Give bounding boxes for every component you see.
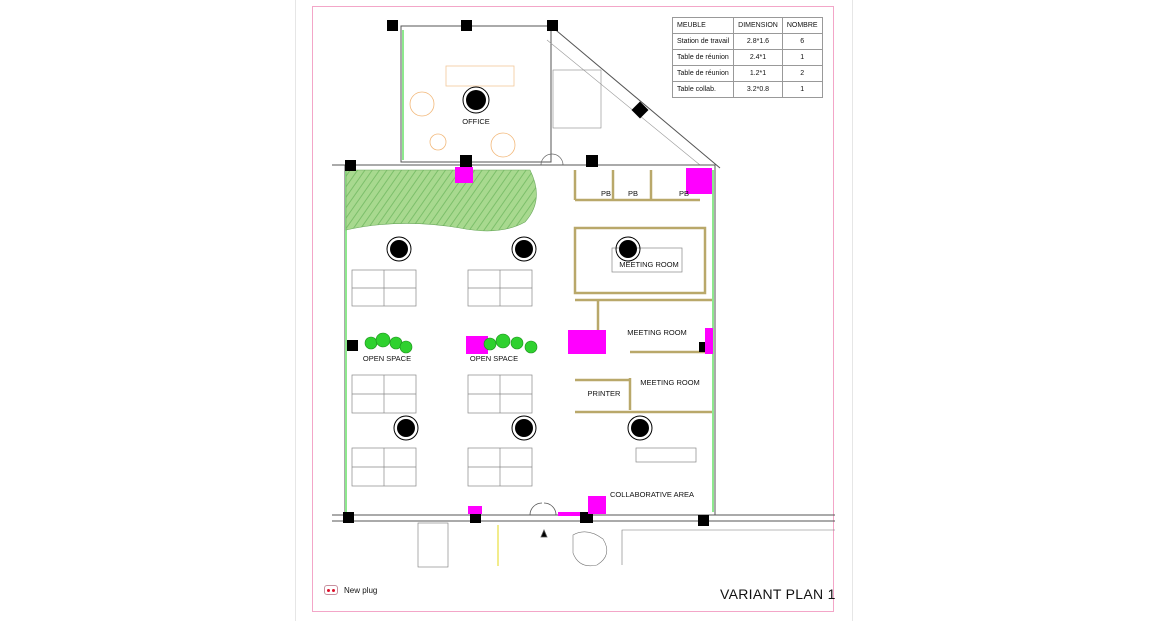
table-header-meuble: MEUBLE: [673, 18, 734, 34]
room-label-open-space-1: OPEN SPACE: [362, 354, 412, 363]
table-cell: Table de réunion: [673, 66, 734, 82]
plug-legend-label: New plug: [344, 585, 378, 595]
plan-title: VARIANT PLAN 1: [720, 586, 836, 602]
table-cell: Table de réunion: [673, 50, 734, 66]
table-cell: 1: [782, 50, 822, 66]
room-label-pb-2: PB: [627, 189, 639, 198]
exterior-features: [418, 523, 835, 567]
entrance-doors: [498, 503, 556, 566]
plug-icon: [324, 585, 338, 595]
room-label-meeting-room-3: MEETING ROOM: [640, 378, 700, 387]
table-cell: 2: [782, 66, 822, 82]
table-cell: 2.8*1.6: [734, 34, 783, 50]
table-cell: Table collab.: [673, 82, 734, 98]
room-label-printer: PRINTER: [587, 389, 621, 398]
room-label-pb-3: PB: [678, 189, 690, 198]
room-label-open-space-2: OPEN SPACE: [469, 354, 519, 363]
room-label-meeting-room-2: MEETING ROOM: [627, 328, 687, 337]
table-cell: Station de travail: [673, 34, 734, 50]
table-cell: 1: [782, 82, 822, 98]
room-label-collaborative-area: COLLABORATIVE AREA: [609, 490, 695, 499]
room-label-meeting-room-1: MEETING ROOM: [619, 260, 679, 269]
room-label-office: OFFICE: [462, 117, 490, 126]
room-label-pb-1: PB: [600, 189, 612, 198]
table-cell: 6: [782, 34, 822, 50]
workstations: [352, 248, 696, 486]
table-header-dimension: DIMENSION: [734, 18, 783, 34]
green-zone: [346, 170, 536, 231]
table-row: [673, 66, 823, 82]
partitions: [575, 170, 712, 412]
plug-legend: [324, 585, 377, 595]
office-block: [401, 26, 551, 162]
table-cell: 1.2*1: [734, 66, 783, 82]
table-row: [673, 50, 823, 66]
plants: [365, 333, 537, 353]
table-header-nombre: NOMBRE: [782, 18, 822, 34]
table-cell: 3.2*0.8: [734, 82, 783, 98]
table-row: [673, 82, 823, 98]
furniture-table: [672, 17, 823, 98]
table-row: [673, 34, 823, 50]
table-cell: 2.4*1: [734, 50, 783, 66]
